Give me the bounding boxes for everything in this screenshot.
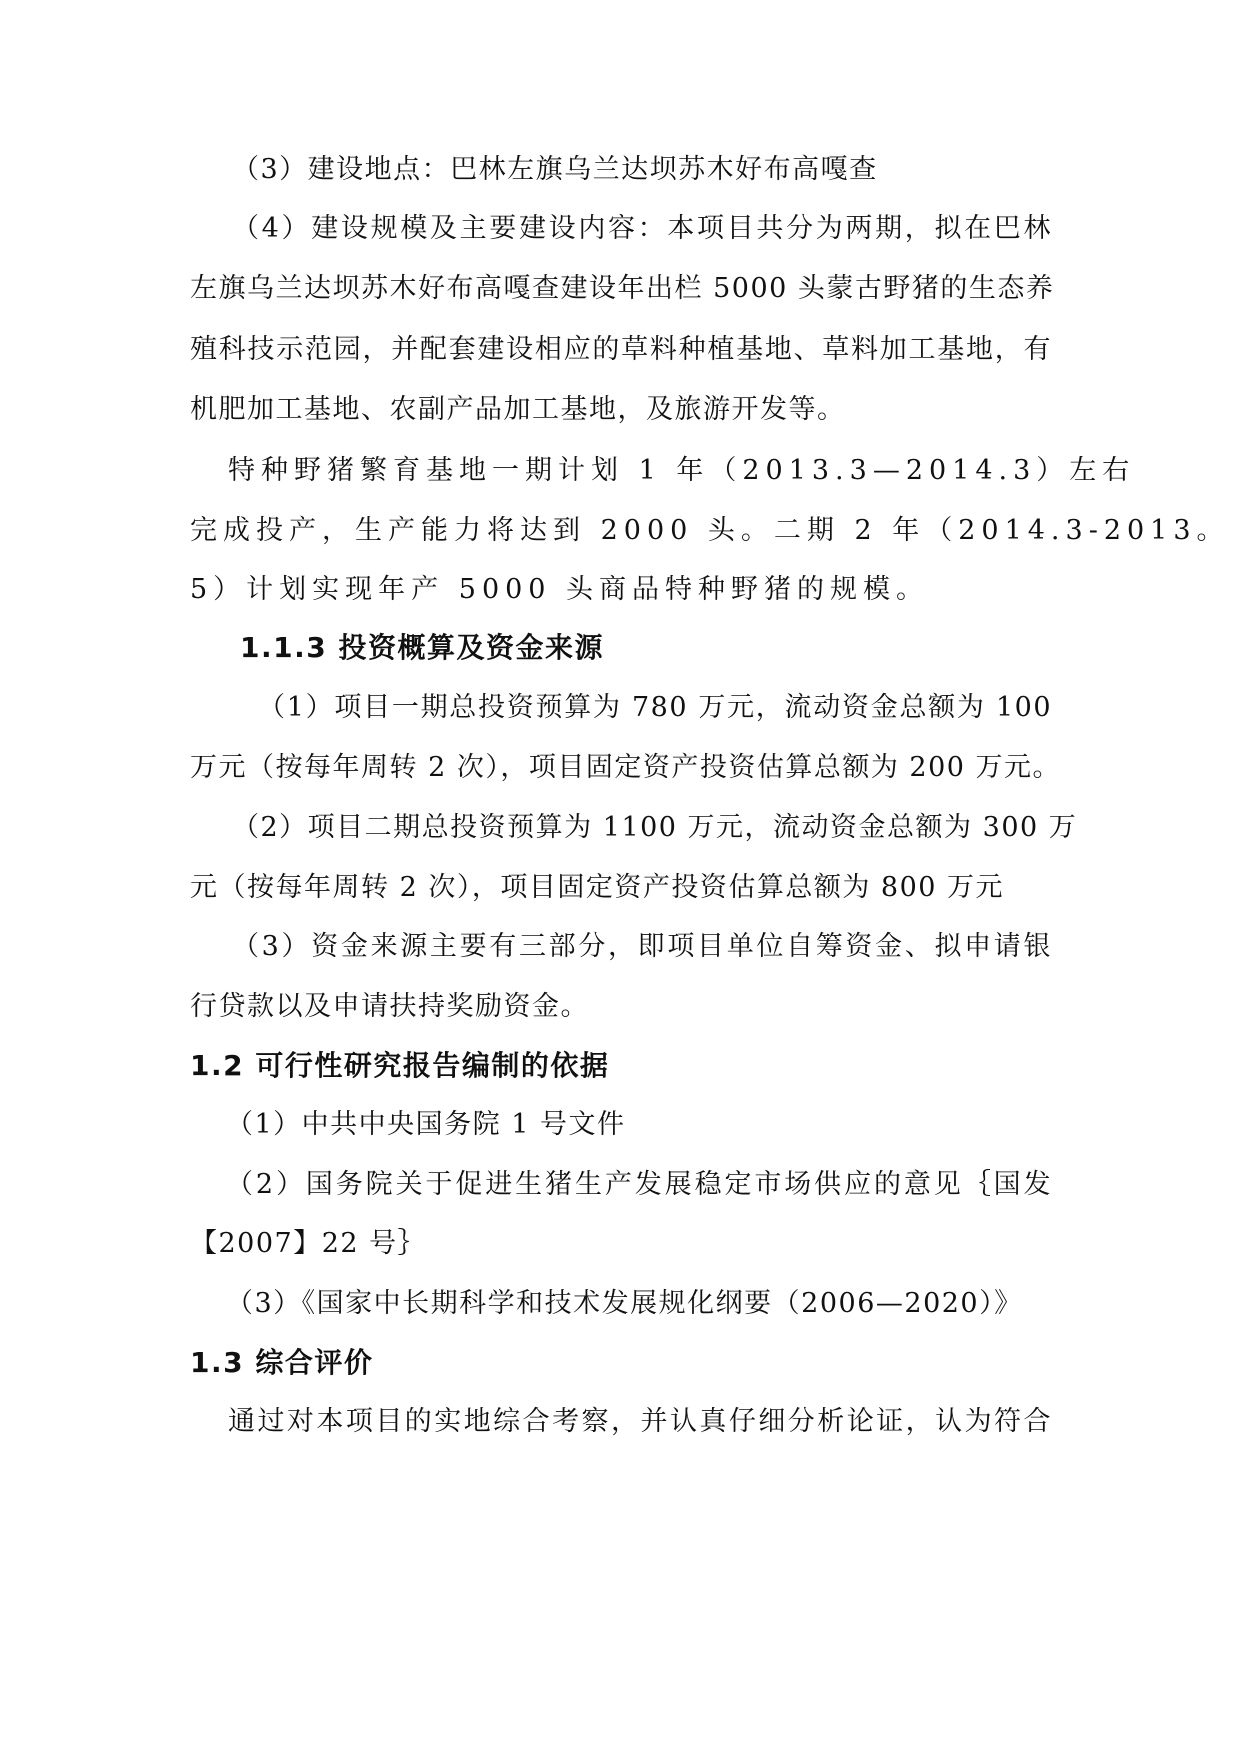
paragraph-phase1-line-2: 万元（按每年周转 2 次），项目固定资产投资估算总额为 200 万元。 <box>190 752 1062 783</box>
paragraph-scale-line-2: 左旗乌兰达坝苏木好布高嘎查建设年出栏 5000 头蒙古野猪的生态养 <box>190 273 1055 304</box>
section-heading-evaluation: 1.3 综合评价 <box>190 1346 374 1379</box>
paragraph-construction-site: （3）建设地点：巴林左旗乌兰达坝苏木好布高嘎查 <box>232 154 878 185</box>
paragraph-funding-line-1: （3）资金来源主要有三部分，即项目单位自筹资金、拟申请银 <box>232 931 1052 962</box>
paragraph-phase-line-2: 完成投产，生产能力将达到 2000 头。二期 2 年（2014.3-2013。 <box>190 515 1230 546</box>
basis-item-3: （3）《国家中长期科学和技术发展规化纲要（2006—2020）》 <box>226 1288 1023 1319</box>
paragraph-evaluation-line-1: 通过对本项目的实地综合考察，并认真仔细分析论证，认为符合 <box>228 1406 1052 1437</box>
section-heading-basis: 1.2 可行性研究报告编制的依据 <box>190 1049 610 1082</box>
basis-item-1: （1）中共中央国务院 1 号文件 <box>226 1109 626 1140</box>
basis-item-2-line-1: （2）国务院关于促进生猪生产发展稳定市场供应的意见｛国发 <box>226 1169 1052 1200</box>
paragraph-phase2-line-2: 元（按每年周转 2 次），项目固定资产投资估算总额为 800 万元 <box>190 872 1005 903</box>
paragraph-scale-line-3: 殖科技示范园，并配套建设相应的草料种植基地、草料加工基地，有 <box>190 334 1052 365</box>
paragraph-phase1-line-1: （1）项目一期总投资预算为 780 万元，流动资金总额为 100 <box>258 692 1052 723</box>
paragraph-phase-line-3: 5）计划实现年产 5000 头商品特种野猪的规模。 <box>190 574 930 605</box>
paragraph-phase2-line-1: （2）项目二期总投资预算为 1100 万元，流动资金总额为 300 万 <box>232 812 1078 843</box>
section-heading-investment: 1.1.3 投资概算及资金来源 <box>240 631 604 664</box>
paragraph-phase-line-1: 特种野猪繁育基地一期计划 1 年（2013.3—2014.3）左右 <box>228 455 1136 486</box>
paragraph-scale-line-4: 机肥加工基地、农副产品加工基地，及旅游开发等。 <box>190 394 846 425</box>
paragraph-funding-line-2: 行贷款以及申请扶持奖励资金。 <box>190 991 589 1022</box>
basis-item-2-line-2: 【2007】22 号｝ <box>190 1228 427 1259</box>
paragraph-scale-line-1: （4）建设规模及主要建设内容：本项目共分为两期，拟在巴林 <box>232 213 1052 244</box>
